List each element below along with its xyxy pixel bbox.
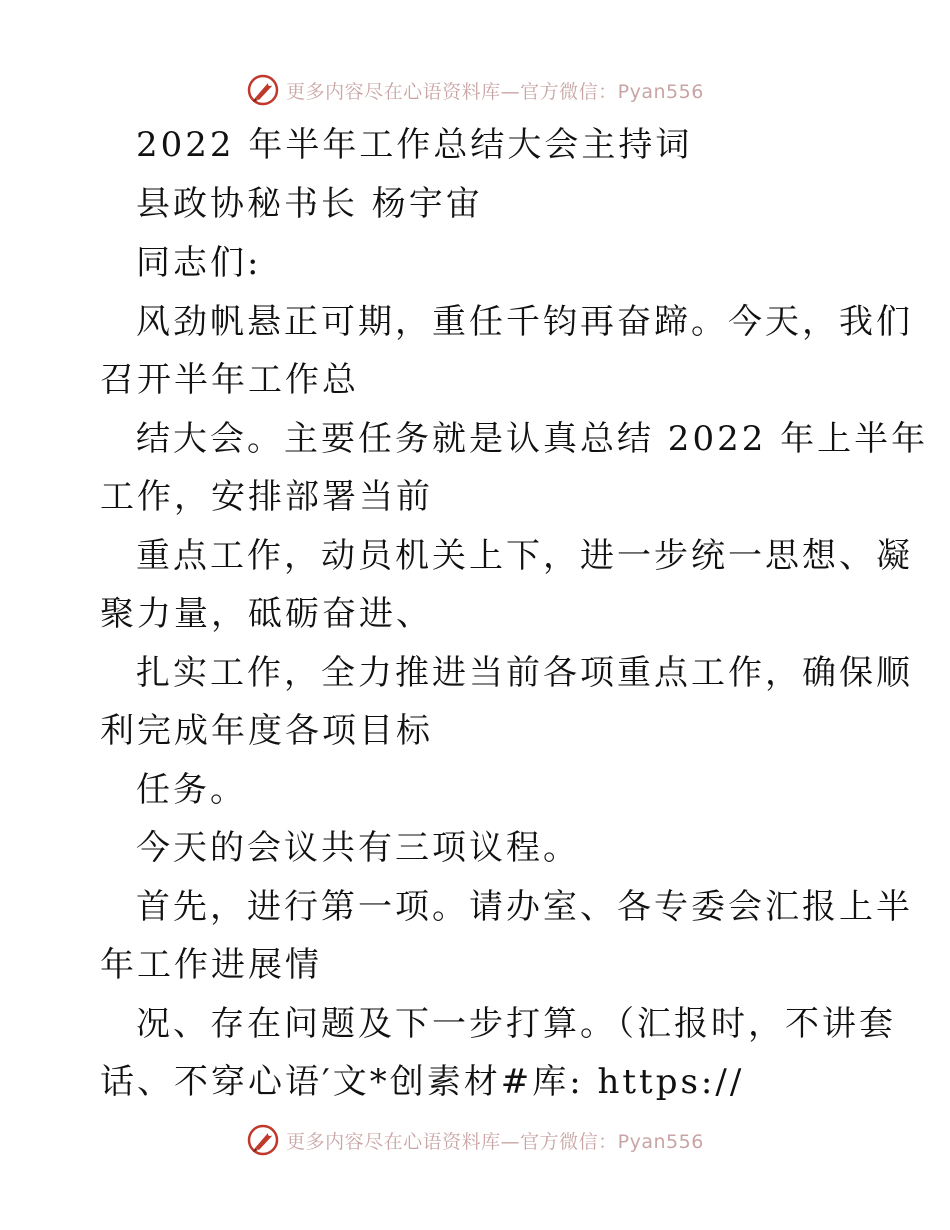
paragraph-line: 年工作进展情 [100, 945, 322, 985]
paragraph-line: 风劲帆悬正可期，重任千钧再奋蹄。今天，我们 [136, 302, 913, 342]
header-banner-text: 更多内容尽在心语资料库—官方微信：Pyan556 [286, 80, 704, 103]
paragraph-line: 召开半年工作总 [100, 360, 359, 400]
speaker-line: 县政协秘书长 杨宇宙 [136, 184, 483, 224]
pen-logo-icon [246, 73, 280, 107]
paragraph-line: 工作，安排部署当前 [100, 477, 433, 517]
pen-logo-icon [246, 1123, 280, 1157]
paragraph-line: 重点工作，动员机关上下，进一步统一思想、凝 [136, 536, 913, 576]
paragraph-line: 况、存在问题及下一步打算。（汇报时，不讲套 [136, 1004, 896, 1044]
document-title: 2022 年半年工作总结大会主持词 [136, 125, 693, 165]
paragraph-line: 首先，进行第一项。请办室、各专委会汇报上半 [136, 887, 913, 927]
header-banner [0, 70, 950, 110]
paragraph-line: 聚力量，砥砺奋进、 [100, 594, 433, 634]
salutation: 同志们: [136, 243, 262, 283]
paragraph-line: 结大会。主要任务就是认真总结 2022 年上半年 [136, 419, 929, 459]
paragraph-line: 扎实工作，全力推进当前各项重点工作，确保顺 [136, 653, 913, 693]
footer-banner [0, 1120, 950, 1160]
footer-banner-text: 更多内容尽在心语资料库—官方微信：Pyan556 [286, 1130, 704, 1153]
paragraph-line: 今天的会议共有三项议程。 [136, 828, 580, 868]
paragraph-line: 利完成年度各项目标 [100, 711, 433, 751]
paragraph-line: 话、不穿心语′文*创素材#库: https:// [100, 1062, 745, 1102]
paragraph-line: 任务。 [136, 770, 247, 810]
